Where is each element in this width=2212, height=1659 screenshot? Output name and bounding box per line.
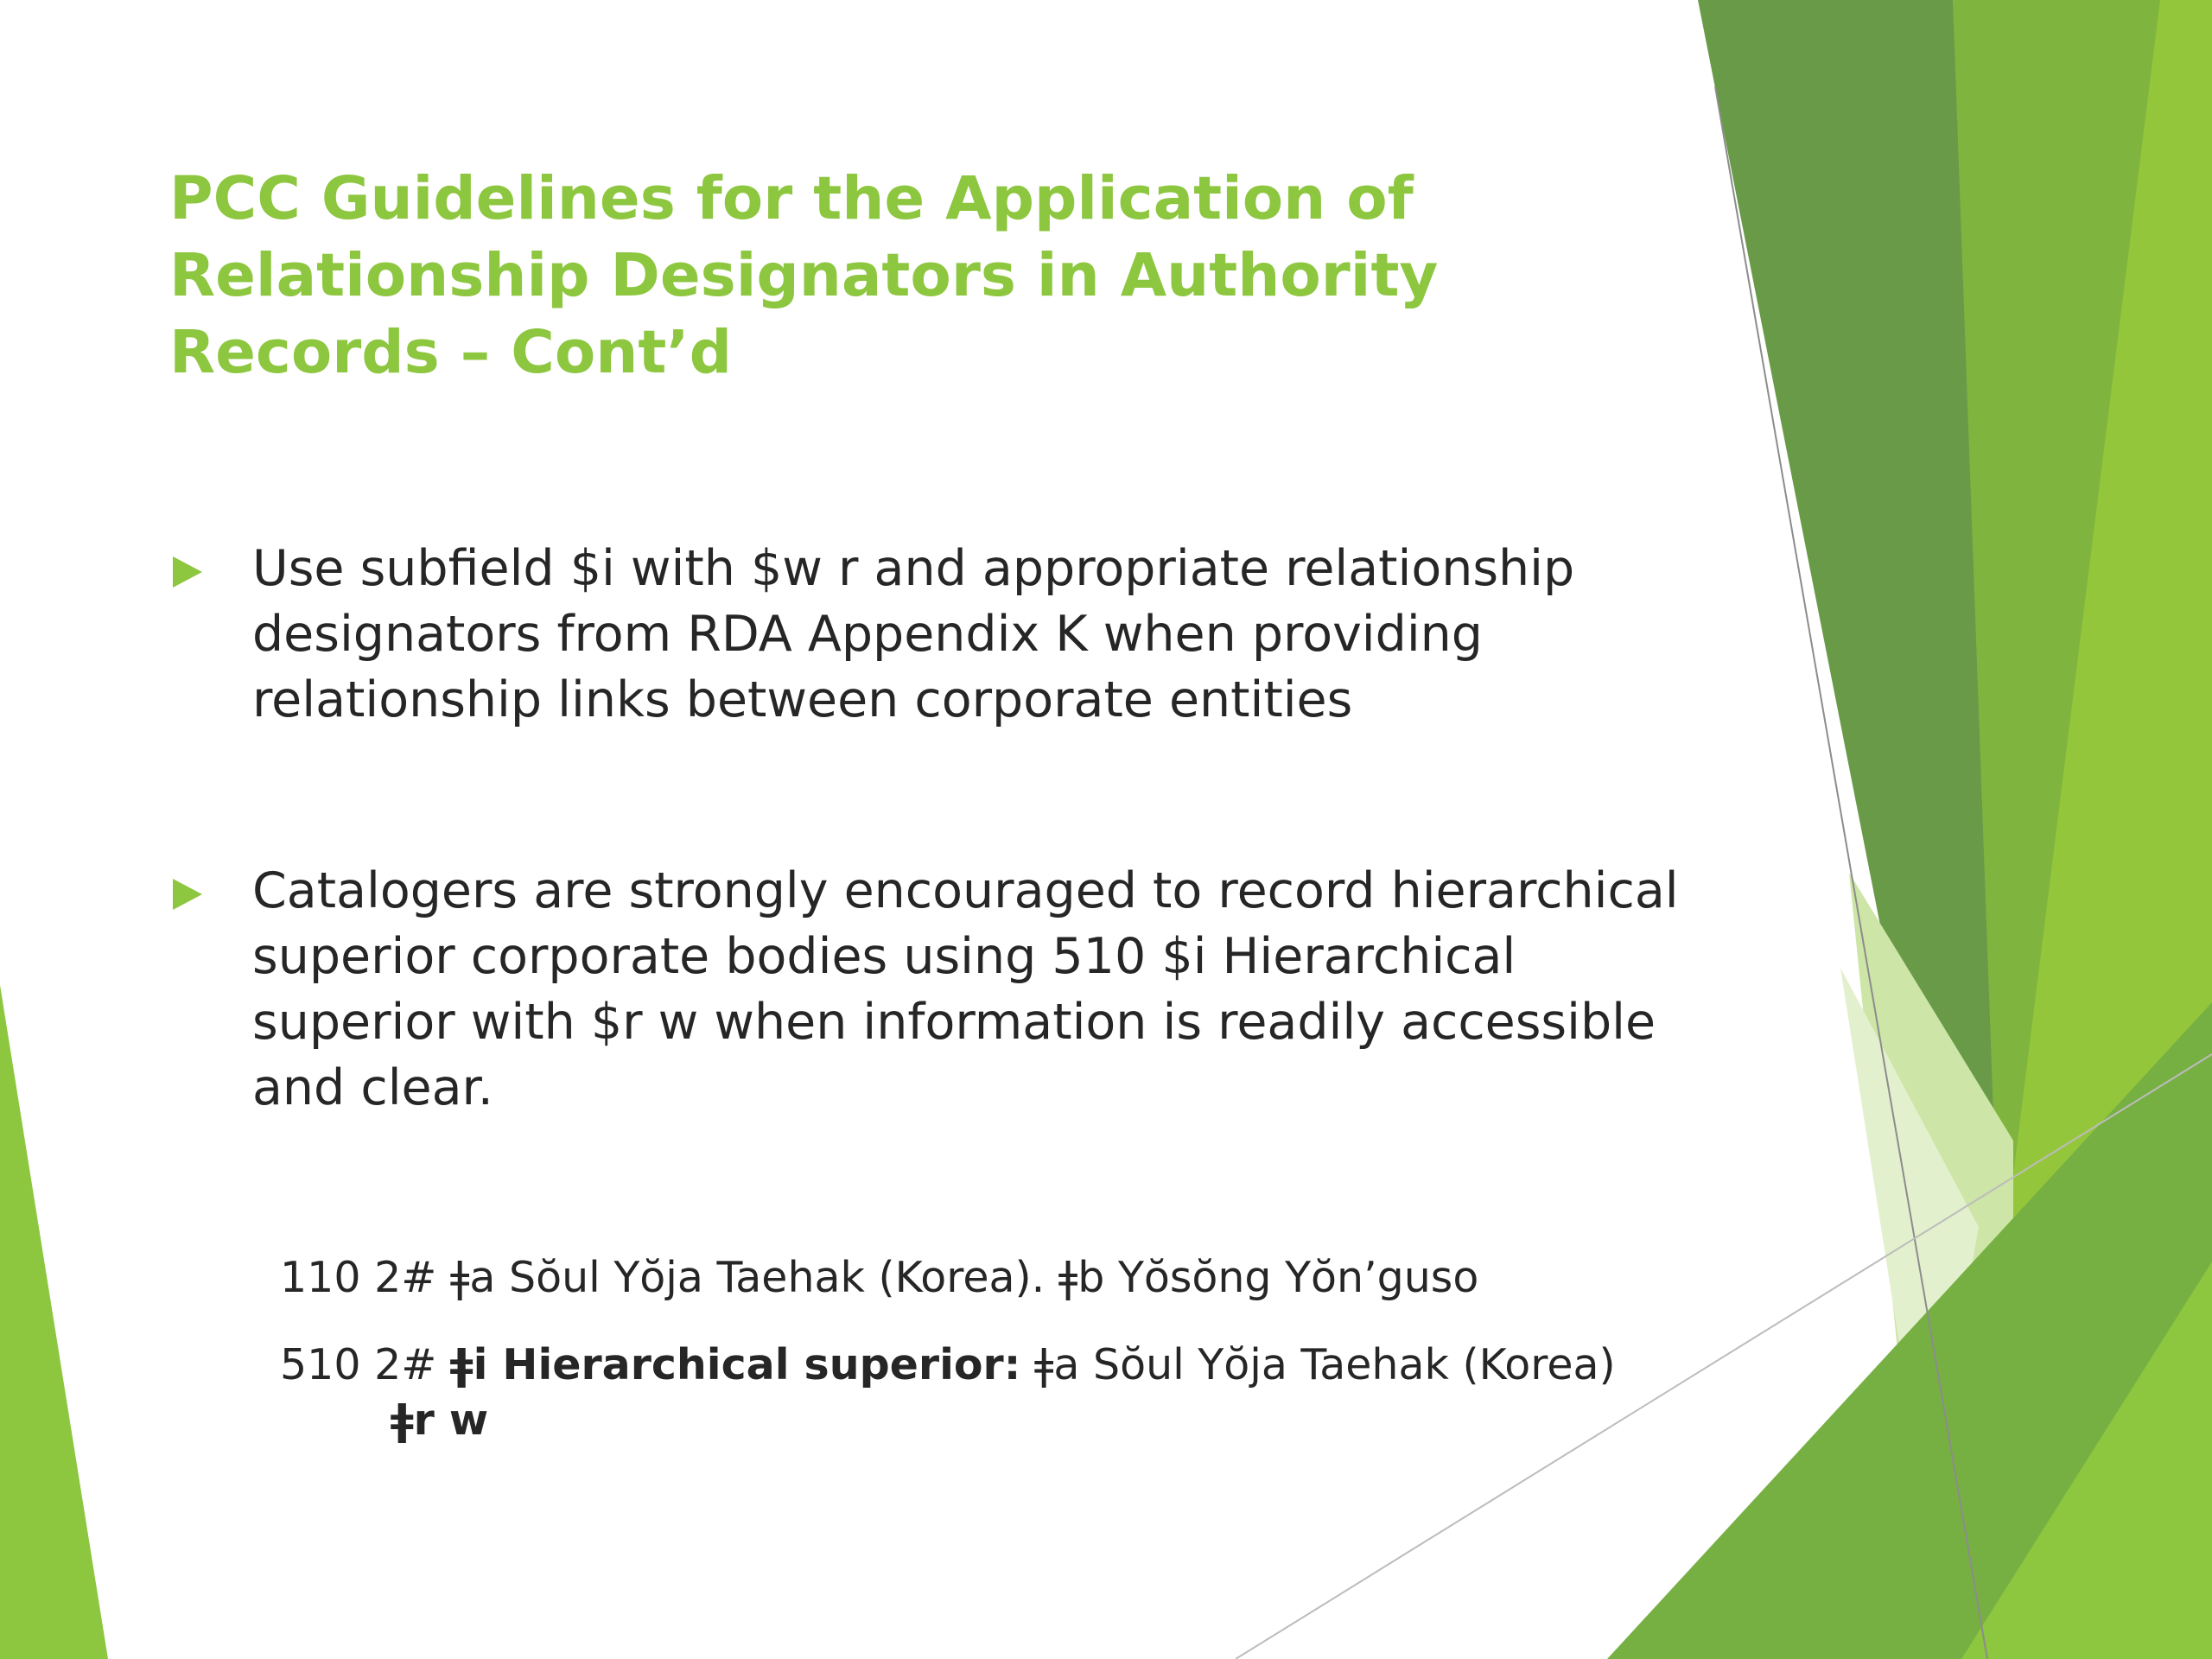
subfield-a: ǂa Sŏul Yŏja Taehak (Korea) (1020, 1340, 1616, 1389)
subfield-r: ǂr w (391, 1395, 489, 1445)
marc-record-110: 110 2# ǂa Sŏul Yŏja Taehak (Korea). ǂb Yŏsŏng Yŏn’guso (280, 1253, 1479, 1302)
bullet-line: and clear. (252, 1059, 493, 1116)
title-line: Relationship Designators in Authority (169, 241, 1439, 310)
bullet-line: superior with $r w when information is readily accessible (252, 994, 1656, 1051)
bullet-line: Catalogers are strongly encouraged to record hierarchical (252, 862, 1679, 919)
bullet-line: superior corporate bodies using 510 $i Hierarchical (252, 928, 1516, 985)
bullet-arrow-icon (173, 556, 202, 588)
marc-record-510 (280, 1338, 1616, 1448)
subfield-i: ǂi Hierarchical superior: (449, 1340, 1021, 1389)
title-line: Records – Cont’d (169, 318, 733, 387)
bullet-list (169, 536, 1690, 1121)
title-line: PCC Guidelines for the Application of (169, 164, 1414, 233)
bullet-text (252, 536, 1690, 733)
bullet-line: designators from RDA Appendix K when providing (252, 606, 1483, 663)
left-edge-triangle (0, 985, 108, 1659)
slide-title (169, 161, 1517, 391)
bullet-text (252, 858, 1690, 1121)
bullet-arrow-icon (173, 879, 202, 910)
bullet-item (169, 858, 1690, 1121)
marc-tag: 510 2# (280, 1340, 450, 1389)
bullet-line: Use subfield $i with $w r and appropriate relationship (252, 540, 1575, 597)
bullet-line: relationship links between corporate entities (252, 671, 1353, 728)
bullet-item (169, 536, 1690, 733)
